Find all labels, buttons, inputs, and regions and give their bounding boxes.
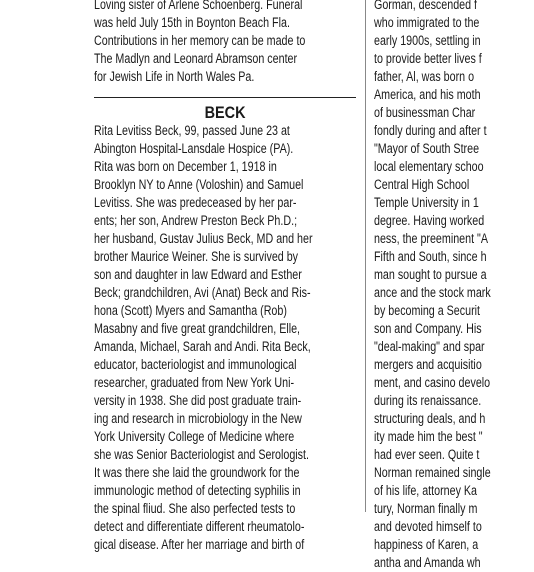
text-line: son and Company. His	[374, 321, 482, 336]
text-line: "Mayor of South Stree	[374, 141, 480, 156]
text-line: antha and Amanda wh	[374, 555, 481, 570]
section-divider	[94, 97, 356, 98]
right-column-obituary	[374, 0, 534, 572]
text-line: researcher, graduated from New York Uni-	[94, 375, 295, 390]
text-line: mergers and acquisitio	[374, 357, 482, 372]
text-line: It was there she laid the groundwork for the	[94, 465, 300, 480]
text-line: for Jewish Life in North Wales Pa.	[94, 69, 255, 84]
text-line: versity in 1938. She did post graduate train-	[94, 393, 302, 408]
text-line: Abington Hospital-Lansdale Hospice (PA).	[94, 141, 294, 156]
text-line: had ever seen. Quite t	[374, 447, 480, 462]
text-line: to provide better lives f	[374, 51, 482, 66]
text-line: early 1900s, settling in	[374, 33, 481, 48]
text-line: Amanda, Michael, Sarah and Andi. Rita Beck,	[94, 339, 311, 354]
text-line: happiness of Karen, a	[374, 537, 479, 552]
text-line: immunologic method of detecting syphilis in	[94, 483, 301, 498]
text-line: "deal-making" and spar	[374, 339, 485, 354]
text-line: Contributions in her memory can be made to	[94, 33, 306, 48]
text-line: gical disease. After her marriage and birth of	[94, 537, 305, 552]
text-line: man sought to pursue a	[374, 267, 487, 282]
column-rule	[365, 0, 366, 512]
text-line: of businessman Char	[374, 105, 476, 120]
beck-obituary-body	[94, 122, 356, 554]
text-line: America, and his moth	[374, 87, 481, 102]
text-line: during its renaissance.	[374, 393, 482, 408]
text-line: Temple University in 1	[374, 195, 479, 210]
text-line: ing and research in microbiology in the New	[94, 411, 302, 426]
text-line: The Madlyn and Leonard Abramson center	[94, 51, 298, 66]
text-line: educator, bacteriologist and immunological	[94, 357, 297, 372]
text-line: ity made him the best "	[374, 429, 483, 444]
text-line: Gorman, descended f	[374, 0, 478, 12]
obituary-heading-text: BECK	[204, 103, 246, 122]
text-line: detect and differentiate different rheumatolo-	[94, 519, 305, 534]
text-line: ment, and casino develo	[374, 375, 491, 390]
text-line: structuring deals, and h	[374, 411, 486, 426]
text-line: Levitiss. She was predeceased by her par-	[94, 195, 297, 210]
text-line: son and daughter in law Edward and Esther	[94, 267, 302, 282]
text-line: Beck; grandchildren, Avi (Anat) Beck and Ris-	[94, 285, 311, 300]
text-line: and devoted himself to	[374, 519, 482, 534]
text-line: ance and the stock mark	[374, 285, 491, 300]
text-line: Fifth and South, since h	[374, 249, 487, 264]
obituary-heading	[94, 103, 356, 123]
text-line: tury, Norman finally m	[374, 501, 478, 516]
text-line: York University College of Medicine where	[94, 429, 295, 444]
text-line: degree. Having worked	[374, 213, 485, 228]
top-obituary-notice	[94, 0, 356, 86]
text-line: Rita was born on December 1, 1918 in	[94, 159, 277, 174]
text-line: hona (Scott) Myers and Samantha (Rob)	[94, 303, 287, 318]
text-line: the spinal fliud. She also perfected tests to	[94, 501, 296, 516]
text-line: local elementary schoo	[374, 159, 484, 174]
text-line: was held July 15th in Boynton Beach Fla.	[94, 15, 290, 30]
text-line: she was Senior Bacteriologist and Serologist.	[94, 447, 309, 462]
text-line: of his life, attorney Ka	[374, 483, 478, 498]
text-line: Loving sister of Arlene Schoenberg. Funeral	[94, 0, 303, 12]
text-line: fondly during and after t	[374, 123, 487, 138]
text-line: ents; her son, Andrew Preston Beck Ph.D.;	[94, 213, 298, 228]
text-line: Masabny and five great grandchildren, Elle,	[94, 321, 301, 336]
text-line: by becoming a Securit	[374, 303, 480, 318]
text-line: father, Al, was born o	[374, 69, 475, 84]
text-line: Central High School	[374, 177, 470, 192]
text-line: brother Maurice Weiner. She is survived by	[94, 249, 299, 264]
text-line: her husband, Gustav Julius Beck, MD and her	[94, 231, 313, 246]
text-line: Brooklyn NY to Anne (Voloshin) and Samuel	[94, 177, 304, 192]
text-line: who immigrated to the	[374, 15, 480, 30]
text-line: Rita Levitiss Beck, 99, passed June 23 at	[94, 123, 290, 138]
text-line: ness, the preeminent "A	[374, 231, 488, 246]
text-line: Norman remained single	[374, 465, 491, 480]
